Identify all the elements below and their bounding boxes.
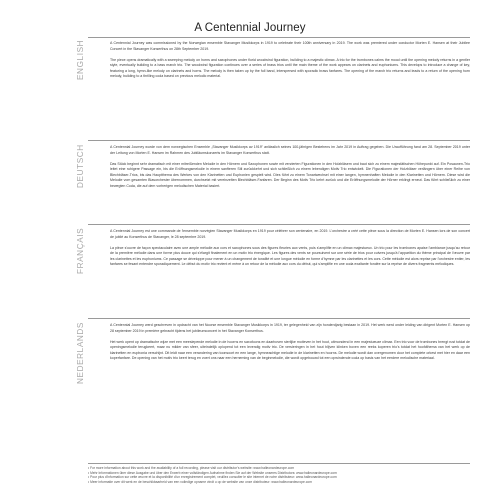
body-paragraph: Het werk opent op dramatische wijze met een meeslepende melodie in de hoorns en saxofoons en daarboven sierlijke motieven in het hout, uitmondend in een majestueuze climax. Een trio voor de trombones brengt rust totdat de openingsmelodie terugkeert, maar nu milder van sfeer, uiteindelijk oplopend tot een levendig motiv trio. De versieringen in het hout blijven klinken boven een reeks koperen trio's totdat het hoofdthema van het werk op de klarinetten en euphonia verschijnt. Dit leidt naar een verandering van toonsoort en een lange, hymneachtige melodie in de klarinetten en hoorns. De melodie wordt dan overgenomen door het complete orkest met hier en daar een koperfanfare. De opening van het motiv trio keert terug en voert ons naar een herneming van de beginmelodie, die wordt opgebouwd tot een opwindende coda op basis van het eerdere melodische materiaal. — [110, 339, 470, 361]
body-paragraph: The piece opens dramatically with a sweeping melody on horns and saxophones under florid woodwind figuration, building to a majestic climax. A trio for the trombones calms the mood until the opening melody returns in a gentler style, eventually building to a bass march trio. The woodwind figuration continues over a series of brass trios until the main theme of the work appears on clarinets and euphoniums. This develops to introduce a change of key, featuring a long, hymn-like melody on clarinets and horns. The melody is then taken up by the full band, interspersed with sporadic brass fanfares. The opening of the march trio returns and leads to a return of the opening horn melody, building to a thrilling coda based on previous melodic material. — [110, 57, 470, 79]
section-deutsch — [110, 145, 470, 195]
section-language-francais: FRANÇAIS — [76, 228, 85, 275]
footer-note-english: • For more information about this work and the availability of a full recording, please visit our distributor's website: www.halleonardeurope.com — [88, 466, 295, 470]
section-divider — [88, 140, 470, 141]
footer-note-francais: • Pour plus d'information sur cette œuvre et la disponibilité d'un enregistrement complet, veuillez consulter le site internet de notre distributeur: www.halleonardeurope.com — [88, 475, 337, 480]
footer-divider — [88, 463, 470, 464]
section-nederlands — [110, 323, 470, 367]
section-francais — [110, 229, 470, 273]
intro-paragraph: A Centennial Journey werd geschreven in opdracht van het Noorse ensemble Stavanger Musikkorps in 1919, ter gelegenheid van zijn honderdjarig bestaan in 2019. Het werk werd onder leiding van dirigent Morten E. Hansen op 28 september 2019 in première gebracht tijdens het jubileumconcert in het Stavanger Konserthus. — [110, 323, 470, 333]
page-title: A Centennial Journey — [194, 22, 306, 34]
body-paragraph: La pièce s'ouvre de façon spectaculaire avec une ample mélodie aux cors et saxophones sous des figures fleuries aux vents, puis s'amplifie en un climax majestueux. Un trio pour les trombones apaise l'ambiance jusqu'au retour de la première mélodie dans une forme plus douce qui s'élargit finalement en un motiv trio énergique. Les figures des vents se poursuivent sur une série de trios pour cuivres jusqu'à l'apparition du thème principal de l'œuvre par les clarinettes et les euphoniums. Ce passage se développe pour mener à un changement de tonalité et une longue mélodie en forme d'hymne par les clarinettes et les cors. Cette mélodie est alors reprise par l'orchestre entier, les fanfares se fesant entendre sporadiquement. Le début du motiv trio revient et mène à un retour de la mélodie aux cors du début, qui s'amplifie en une coda exaltante fondée sur la reprise de divers fragments mélodiques. — [110, 245, 470, 267]
intro-paragraph: A Centennial Journey est une commande de l'ensemble norvégien Stavanger Musikkorps en 1919 pour célébrer son centenaire, en 2019. L'orchestre a créé cette pièce sous la direction de Morten E. Hansen lors de son concert de jubilé au Konserthus de Stavanger, le 28 septembre 2019. — [110, 229, 470, 239]
body-paragraph: Das Stück beginnt sehr dramatisch mit einer mitreißenden Melodie in den Hörnern und Saxophonen sowie mit verzierten Figurationen in den Holzbläsern und baut sich zu einem majestätischen Höhepunkt auf. Ein Posaunen-Trio leitet eine ruhigere Passage ein, bis die Eröffnungsmelodie in einem sanfteren Stil zurückkehrt und sich schließlich zu einem lebendigen Motiv Trio entwickelt. Die Figurationen der Holzbläser verlängern über einer Reihe von Blechbläser-Trios, bis das Hauptthema des Werkes von den Klarinetten und Euphonien gespielt wird. Dies führt zu einem Tonartwechsel mit einer langen, hymnenhaften Melodie in den Klarinetten und Hörnern. Diese wird die Melodie vom gesamten Blasorchester übernommen, durchsetzt mit vereinzelten Blechbläser-Fanfaren. Der Beginn des Motiv Trio kehrt zurück und die Eröffnungsmelodie der Hörner erklingt erneut. Das führt schließlich zu einer bewegten Coda, die auf dem vorherigen melodischen Material basiert. — [110, 161, 470, 188]
footer-note-deutsch: • Mehr Informationen über diese Ausgabe und über den Erwerb einer vollständigen Aufnahme finden Sie auf der Website unseres Distributors: www.halleonardeurope.com — [88, 470, 337, 475]
footer-notes — [88, 466, 478, 484]
intro-paragraph: A Centennial Journey was commissioned by the Norwegian ensemble Stavanger Musikkorps in 1919 to celebrate their 100th anniversary in 2019. The work was premiered under conductor Morten E. Hansen at their Jubilee Concert in the Stavanger Konserthus on 28th September 2019. — [110, 41, 470, 51]
section-language-english: ENGLISH — [76, 40, 85, 81]
section-language-nederlands: NEDERLANDS — [76, 322, 85, 384]
section-language-deutsch: DEUTSCH — [76, 144, 85, 188]
footer-note-nederlands: • Meer informatie over dit werk en de beschikbaarheid van een volledige opname vindt u op de website van onze distributeur: www.halleonardeurope.com — [88, 479, 313, 484]
section-divider — [88, 224, 470, 225]
intro-paragraph: A Centennial Journey wurde von dem norwegischen Ensemble „Stavanger Musikkorps av 1919" anlässlich seines 100-jährigen Bestehens im Jahr 2019 in Auftrag gegeben. Die Uraufführung fand am 28. September 2019 unter der Leitung von Morten E. Hansen im Rahmen des Jubiläumskonzerts im Stavanger Konserthus statt. — [110, 145, 470, 155]
section-divider — [88, 37, 470, 38]
section-english — [110, 41, 470, 85]
section-divider — [88, 318, 470, 319]
